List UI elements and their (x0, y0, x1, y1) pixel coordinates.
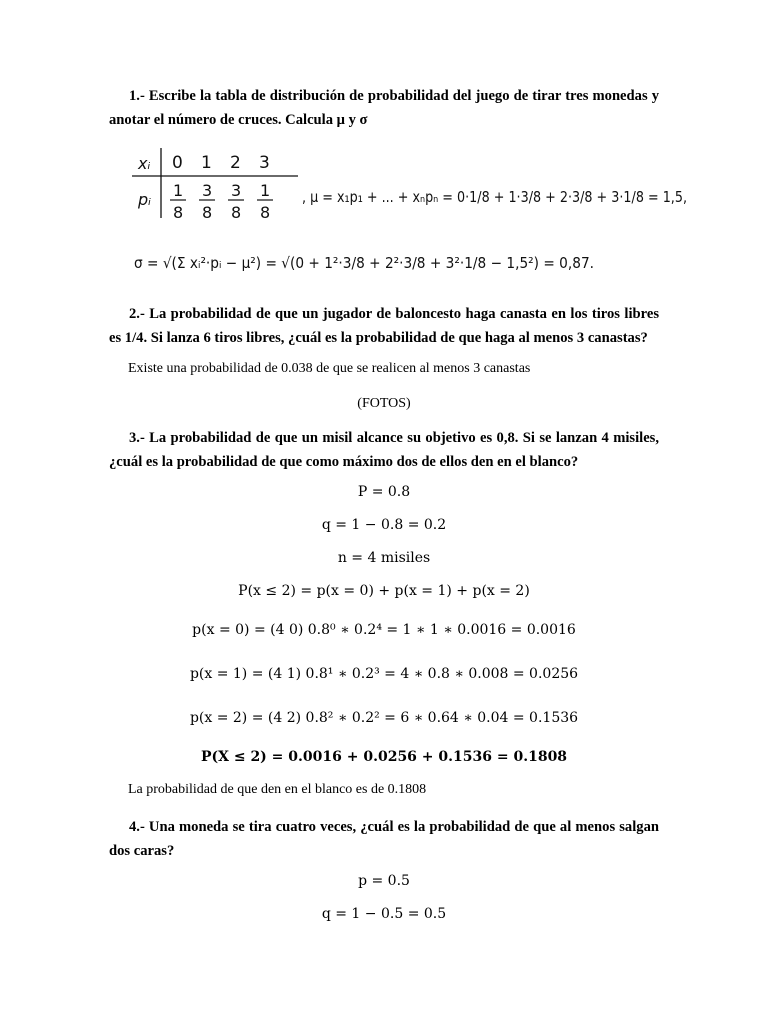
x-value: 2 (230, 153, 241, 173)
q3-p0: p(x = 0) = (4 0) 0.8⁰ ∗ 0.2⁴ = 1 ∗ 1 ∗ 0.0016 = 0.0016 (192, 622, 576, 638)
q2-answer: Existe una probabilidad de 0.038 de que se realicen al menos 3 canastas (128, 361, 531, 376)
q3-answer: La probabilidad de que den en el blanco es de 0.1808 (128, 782, 427, 797)
sigma-formula-text: σ = √(Σ xᵢ²·pᵢ − μ²) = √(0 + 1²·3/8 + 2²·3/8 + 3²·1/8 − 1,5²) = 0,87. (134, 254, 594, 272)
q3-n: n = 4 misiles (337, 550, 431, 566)
q3-total: P(X ≤ 2) = 0.0016 + 0.0256 + 0.1536 = 0.1808 (200, 749, 568, 765)
q4-q: q = 1 − 0.5 = 0.5 (321, 906, 447, 922)
p-denominator: 8 (173, 203, 184, 222)
q4-p: p = 0.5 (358, 873, 410, 889)
q3-p2: p(x = 2) = (4 2) 0.8² ∗ 0.2² = 6 ∗ 0.64 ∗ 0.04 = 0.1536 (189, 710, 579, 726)
sigma-formula (134, 254, 594, 272)
p-label: pᵢ (138, 190, 152, 209)
x-value: 0 (172, 153, 183, 173)
q1-formula-figure (130, 142, 690, 282)
question-4: 4.- Una moneda se tira cuatro veces, ¿cuál es la probabilidad de que al menos salgan dos caras? (109, 819, 659, 859)
p-denominator: 8 (260, 203, 271, 222)
q3-sum: P(x ≤ 2) = p(x = 0) + p(x = 1) + p(x = 2) (238, 583, 530, 599)
p-numerator: 1 (260, 181, 271, 200)
q3-q: q = 1 − 0.8 = 0.2 (321, 517, 447, 533)
question-1: 1.- Escribe la tabla de distribución de probabilidad del juego de tirar tres monedas y anotar el número de cruces. Calcula μ y σ (109, 88, 659, 128)
q3-P: P = 0.8 (357, 484, 411, 500)
p-denominator: 8 (231, 203, 242, 222)
question-3: 3.- La probabilidad de que un misil alcance su objetivo es 0,8. Si se lanzan 4 misiles, ¿cuál es la probabilidad de que como máximo dos de ellos den en el blanco? (109, 430, 659, 470)
q2-note: (FOTOS) (357, 396, 411, 411)
x-value: 1 (201, 153, 212, 173)
x-value: 3 (259, 153, 270, 173)
question-2: 2.- La probabilidad de que un jugador de baloncesto haga canasta en los tiros libres es 1/4. Si lanza 6 tiros libres, ¿cuál es la probabilidad de que haga al menos 3 canastas? (109, 306, 659, 346)
mu-formula (302, 188, 687, 206)
x-label: xᵢ (138, 154, 151, 173)
mu-formula-text: , μ = x₁p₁ + ... + xₙpₙ = 0·1/8 + 1·3/8 + 2·3/8 + 3·1/8 = 1,5, (302, 188, 687, 206)
p-numerator: 3 (202, 181, 213, 200)
p-numerator: 3 (231, 181, 242, 200)
q3-p1: p(x = 1) = (4 1) 0.8¹ ∗ 0.2³ = 4 ∗ 0.8 ∗ 0.008 = 0.0256 (189, 666, 579, 682)
p-numerator: 1 (173, 181, 184, 200)
p-denominator: 8 (202, 203, 213, 222)
